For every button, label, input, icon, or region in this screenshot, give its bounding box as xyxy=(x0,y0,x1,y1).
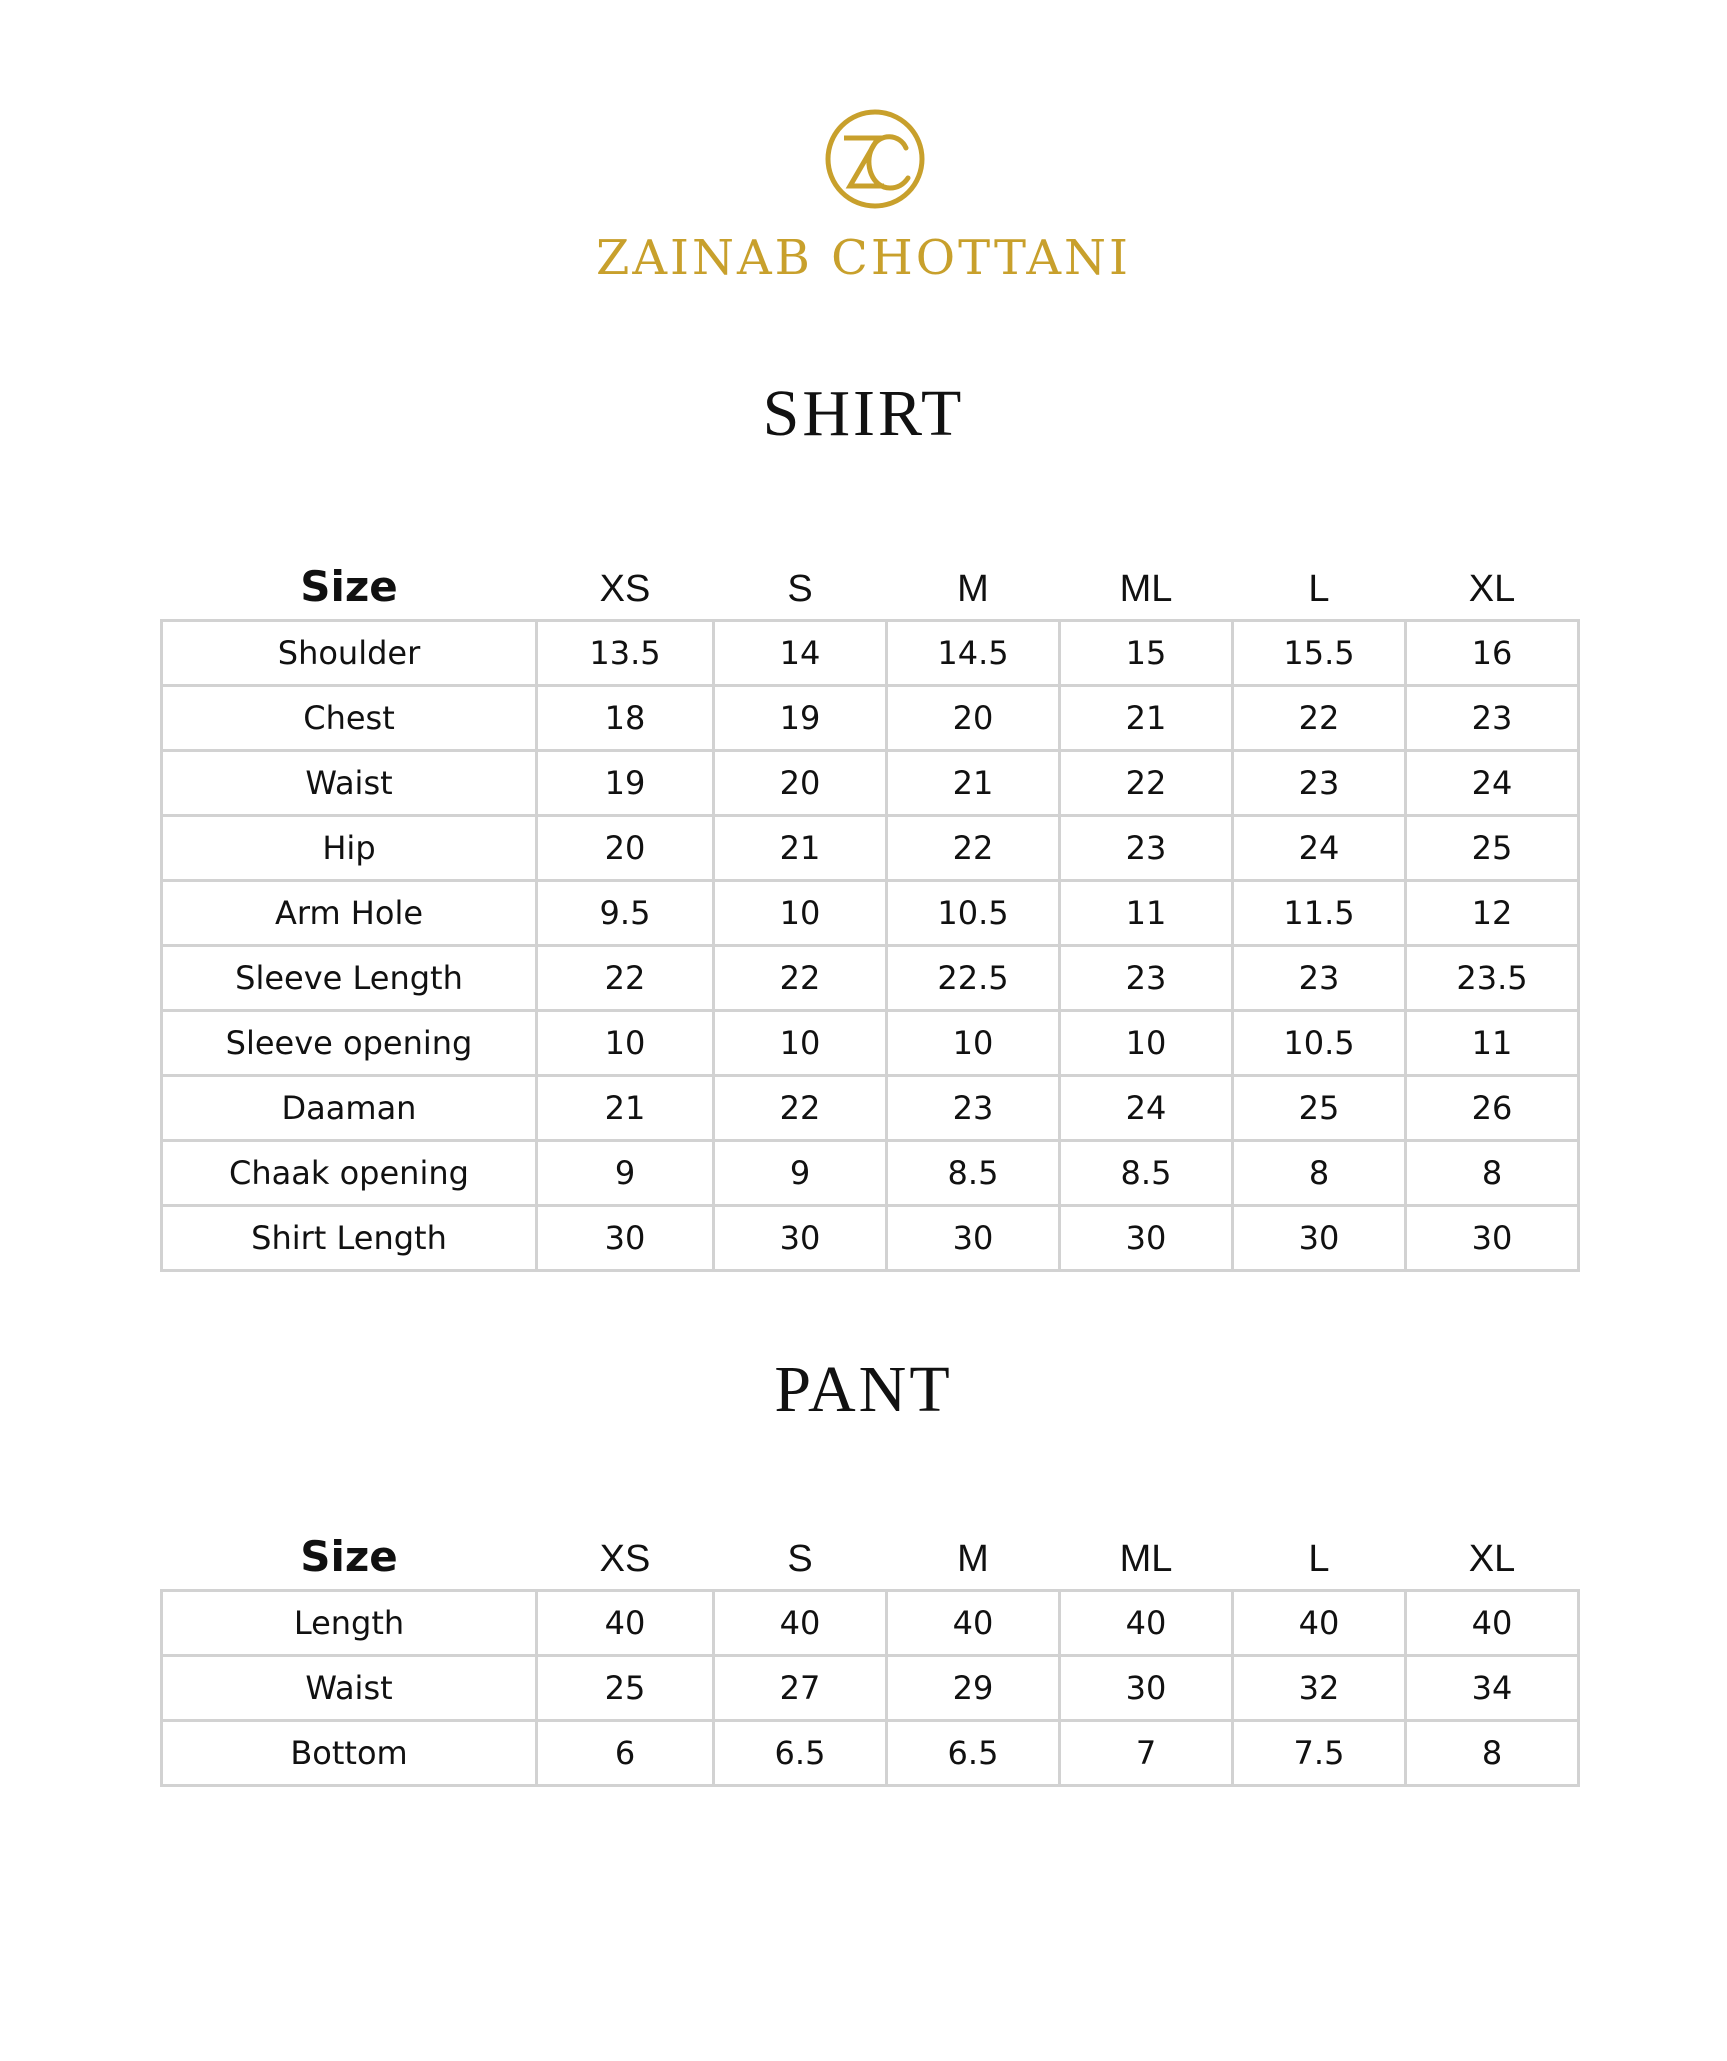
row-label: Waist xyxy=(162,751,537,816)
shirt-size-table xyxy=(160,535,1580,1272)
shirt-size-header-m: M xyxy=(957,568,989,610)
shirt-size-header-xl: XL xyxy=(1468,568,1516,610)
row-label: Sleeve Length xyxy=(162,946,537,1011)
table-cell: 11 xyxy=(1060,881,1233,946)
table-cell: 40 xyxy=(1060,1591,1233,1656)
table-row xyxy=(162,881,1579,946)
table-cell: 22 xyxy=(714,946,887,1011)
pant-size-table xyxy=(160,1505,1580,1787)
table-cell: 19 xyxy=(714,686,887,751)
shirt-header-row xyxy=(162,535,1579,621)
shirt-section-title: SHIRT xyxy=(762,377,965,450)
table-cell: 10 xyxy=(1060,1011,1233,1076)
table-cell: 8 xyxy=(1233,1141,1406,1206)
table-cell: 40 xyxy=(887,1591,1060,1656)
table-cell: 10 xyxy=(887,1011,1060,1076)
table-cell: 23 xyxy=(1233,751,1406,816)
table-cell: 23 xyxy=(887,1076,1060,1141)
table-cell: 22.5 xyxy=(887,946,1060,1011)
table-cell: 21 xyxy=(537,1076,714,1141)
table-cell: 23.5 xyxy=(1406,946,1579,1011)
table-cell: 30 xyxy=(1060,1206,1233,1271)
shirt-size-header-label: Size xyxy=(300,562,398,611)
row-label: Shirt Length xyxy=(162,1206,537,1271)
table-cell: 25 xyxy=(1233,1076,1406,1141)
table-cell: 10 xyxy=(714,1011,887,1076)
row-label: Chaak opening xyxy=(162,1141,537,1206)
table-cell: 23 xyxy=(1060,816,1233,881)
pant-size-header-xl: XL xyxy=(1468,1538,1516,1580)
table-cell: 11.5 xyxy=(1233,881,1406,946)
table-cell: 25 xyxy=(1406,816,1579,881)
table-cell: 18 xyxy=(537,686,714,751)
table-cell: 29 xyxy=(887,1656,1060,1721)
table-cell: 40 xyxy=(537,1591,714,1656)
table-row xyxy=(162,686,1579,751)
table-cell: 30 xyxy=(714,1206,887,1271)
table-cell: 24 xyxy=(1233,816,1406,881)
table-cell: 14 xyxy=(714,621,887,686)
table-cell: 21 xyxy=(1060,686,1233,751)
row-label: Bottom xyxy=(162,1721,537,1786)
table-cell: 6.5 xyxy=(887,1721,1060,1786)
table-cell: 21 xyxy=(714,816,887,881)
table-row xyxy=(162,816,1579,881)
table-cell: 8.5 xyxy=(1060,1141,1233,1206)
table-cell: 40 xyxy=(714,1591,887,1656)
shirt-size-header-l: L xyxy=(1308,568,1330,610)
row-label: Shoulder xyxy=(162,621,537,686)
row-label: Daaman xyxy=(162,1076,537,1141)
table-cell: 26 xyxy=(1406,1076,1579,1141)
table-cell: 15.5 xyxy=(1233,621,1406,686)
pant-section-title: PANT xyxy=(774,1353,953,1426)
table-cell: 30 xyxy=(887,1206,1060,1271)
table-cell: 8.5 xyxy=(887,1141,1060,1206)
table-cell: 16 xyxy=(1406,621,1579,686)
table-cell: 7.5 xyxy=(1233,1721,1406,1786)
row-label: Hip xyxy=(162,816,537,881)
brand-name: ZAINAB CHOTTANI xyxy=(595,230,1132,286)
row-label: Chest xyxy=(162,686,537,751)
table-row xyxy=(162,1206,1579,1271)
table-cell: 12 xyxy=(1406,881,1579,946)
table-row xyxy=(162,1656,1579,1721)
table-row xyxy=(162,1141,1579,1206)
table-cell: 10 xyxy=(714,881,887,946)
table-cell: 25 xyxy=(537,1656,714,1721)
table-row xyxy=(162,1721,1579,1786)
table-cell: 30 xyxy=(537,1206,714,1271)
pant-header-row xyxy=(162,1505,1579,1591)
table-cell: 30 xyxy=(1060,1656,1233,1721)
table-cell: 22 xyxy=(1233,686,1406,751)
table-cell: 6.5 xyxy=(714,1721,887,1786)
pant-size-header-ml: ML xyxy=(1119,1538,1173,1580)
table-cell: 22 xyxy=(887,816,1060,881)
table-cell: 27 xyxy=(714,1656,887,1721)
table-row xyxy=(162,1076,1579,1141)
shirt-size-header-ml: ML xyxy=(1119,568,1173,610)
table-cell: 14.5 xyxy=(887,621,1060,686)
pant-size-header-l: L xyxy=(1308,1538,1330,1580)
table-cell: 9 xyxy=(714,1141,887,1206)
shirt-size-header-xs: XS xyxy=(599,568,651,610)
table-cell: 20 xyxy=(714,751,887,816)
table-cell: 22 xyxy=(714,1076,887,1141)
table-cell: 34 xyxy=(1406,1656,1579,1721)
row-label: Sleeve opening xyxy=(162,1011,537,1076)
table-cell: 10 xyxy=(537,1011,714,1076)
table-cell: 21 xyxy=(887,751,1060,816)
table-cell: 19 xyxy=(537,751,714,816)
table-row xyxy=(162,751,1579,816)
table-cell: 10.5 xyxy=(1233,1011,1406,1076)
table-cell: 40 xyxy=(1233,1591,1406,1656)
table-cell: 40 xyxy=(1406,1591,1579,1656)
table-cell: 13.5 xyxy=(537,621,714,686)
table-cell: 8 xyxy=(1406,1721,1579,1786)
table-cell: 32 xyxy=(1233,1656,1406,1721)
row-label: Waist xyxy=(162,1656,537,1721)
table-cell: 24 xyxy=(1060,1076,1233,1141)
table-cell: 10.5 xyxy=(887,881,1060,946)
table-cell: 9 xyxy=(537,1141,714,1206)
row-label: Length xyxy=(162,1591,537,1656)
table-cell: 24 xyxy=(1406,751,1579,816)
table-row xyxy=(162,1011,1579,1076)
table-cell: 15 xyxy=(1060,621,1233,686)
shirt-size-header-s: S xyxy=(787,568,813,610)
table-cell: 22 xyxy=(537,946,714,1011)
zc-monogram-circle-icon xyxy=(820,104,930,214)
table-row xyxy=(162,1591,1579,1656)
table-cell: 9.5 xyxy=(537,881,714,946)
pant-size-header-m: M xyxy=(957,1538,989,1580)
table-cell: 23 xyxy=(1233,946,1406,1011)
table-cell: 23 xyxy=(1406,686,1579,751)
brand-header xyxy=(0,0,1727,300)
table-cell: 23 xyxy=(1060,946,1233,1011)
table-cell: 20 xyxy=(887,686,1060,751)
pant-size-header-s: S xyxy=(787,1538,813,1580)
table-cell: 30 xyxy=(1233,1206,1406,1271)
pant-size-header-label: Size xyxy=(300,1532,398,1581)
table-cell: 11 xyxy=(1406,1011,1579,1076)
table-row xyxy=(162,621,1579,686)
table-cell: 7 xyxy=(1060,1721,1233,1786)
table-row xyxy=(162,946,1579,1011)
table-cell: 20 xyxy=(537,816,714,881)
table-cell: 22 xyxy=(1060,751,1233,816)
table-cell: 30 xyxy=(1406,1206,1579,1271)
table-cell: 8 xyxy=(1406,1141,1579,1206)
pant-size-header-xs: XS xyxy=(599,1538,651,1580)
row-label: Arm Hole xyxy=(162,881,537,946)
table-cell: 6 xyxy=(537,1721,714,1786)
